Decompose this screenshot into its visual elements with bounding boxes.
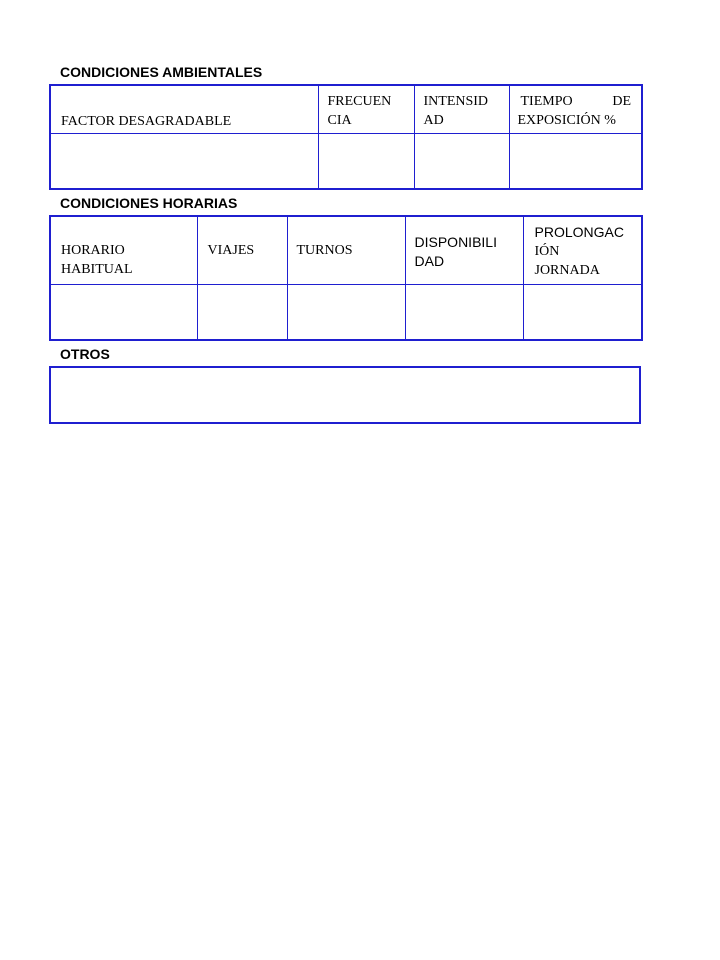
header-factor-desagradable [50, 85, 318, 134]
ambientales-entry-row [50, 134, 642, 190]
header-prolongacion-line1: PROLONGAC [534, 224, 624, 240]
header-horario-habitual [50, 216, 197, 285]
entry-factor-cell[interactable] [50, 134, 318, 190]
entry-intensidad-cell[interactable] [414, 134, 509, 190]
header-tiempo-line1b: DE [612, 94, 631, 109]
entry-horario-cell[interactable] [50, 285, 197, 341]
header-turnos [287, 216, 405, 285]
header-factor-label: FACTOR DESAGRADABLE [61, 114, 232, 129]
header-tiempo-line2: EXPOSICIÓN % [517, 113, 616, 128]
header-disponibilidad [405, 216, 523, 285]
header-intensidad [414, 85, 509, 134]
ambientales-header-row [50, 85, 642, 134]
otros-entry-row [50, 367, 640, 423]
header-tiempo-line1a: TIEMPO [520, 94, 573, 109]
entry-prolongacion-cell[interactable] [523, 285, 642, 341]
horarias-header-row [50, 216, 642, 285]
header-viajes [197, 216, 287, 285]
header-horario-line2: HABITUAL [61, 262, 133, 277]
entry-disponibilidad-cell[interactable] [405, 285, 523, 341]
entry-viajes-cell[interactable] [197, 285, 287, 341]
ambientales-table [49, 84, 643, 190]
entry-tiempo-cell[interactable] [509, 134, 642, 190]
header-intensidad-line2: AD [423, 113, 444, 128]
entry-frecuencia-cell[interactable] [318, 134, 414, 190]
header-frecuencia [318, 85, 414, 134]
horarias-entry-row [50, 285, 642, 341]
header-horario-line1: HORARIO [61, 243, 125, 258]
header-disponibilidad-line1: DISPONIBILI [414, 234, 497, 250]
section-title-ambientales: CONDICIONES AMBIENTALES [60, 64, 263, 80]
header-disponibilidad-line2: DAD [414, 253, 445, 269]
header-frecuencia-line2: CIA [327, 113, 352, 128]
entry-otros-cell[interactable] [50, 367, 640, 423]
header-intensidad-line1: INTENSID [423, 94, 489, 109]
header-viajes-label: VIAJES [207, 243, 255, 258]
otros-table [49, 366, 641, 424]
header-prolongacion-line3: JORNADA [534, 263, 600, 278]
section-title-horarias: CONDICIONES HORARIAS [60, 195, 238, 211]
header-prolongacion-jornada [523, 216, 642, 285]
entry-turnos-cell[interactable] [287, 285, 405, 341]
section-title-otros: OTROS [60, 346, 110, 362]
header-frecuencia-line1: FRECUEN [327, 94, 392, 109]
header-prolongacion-line2: IÓN [534, 244, 560, 259]
header-tiempo-exposicion [509, 85, 642, 134]
horarias-table [49, 215, 643, 341]
header-turnos-label: TURNOS [296, 243, 353, 258]
